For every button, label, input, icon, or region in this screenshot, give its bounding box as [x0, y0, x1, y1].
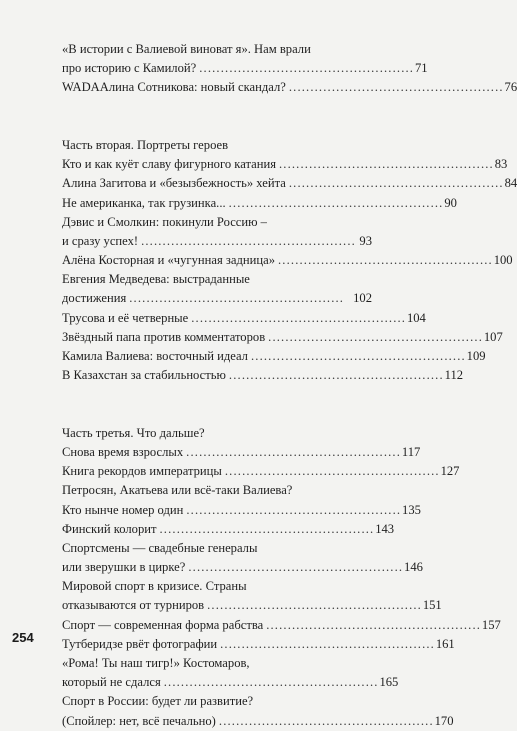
toc-entry[interactable]: [62, 635, 455, 654]
part-heading: Часть третья. Что дальше?: [62, 425, 205, 440]
leader-dots: [266, 616, 479, 635]
toc-page-number: 90: [444, 195, 457, 210]
toc-entry[interactable]: [62, 309, 426, 328]
toc-part3: [62, 424, 501, 731]
toc-entry[interactable]: [62, 174, 517, 193]
toc-entry-text: Снова время взрослых: [62, 444, 184, 459]
toc-entry-text: или зверушки в цирке?: [62, 560, 186, 575]
toc-page-number: 83: [494, 157, 508, 172]
leader-dots: [191, 309, 404, 328]
toc-entry-text: Дэвис и Смолкин: покинули Россию –: [62, 214, 267, 229]
toc-entry-text: Кто нынче номер один: [62, 502, 184, 517]
toc-entry[interactable]: [62, 251, 513, 270]
toc-entry-text: Алина Загитова и «безызбежность» хейта: [62, 176, 286, 191]
toc-entry[interactable]: [62, 78, 517, 97]
leader-dots: [186, 501, 399, 520]
leader-dots: [279, 155, 492, 174]
toc-entry-text: Спорт в России: будет ли развитие?: [62, 694, 254, 709]
page-number: 254: [12, 630, 34, 645]
toc-page-number: 151: [422, 598, 442, 613]
toc-entry[interactable]: [62, 155, 508, 174]
toc-page-number: 109: [466, 349, 486, 363]
toc-entry[interactable]: [62, 194, 457, 213]
toc-entry[interactable]: [62, 289, 372, 308]
toc-entry[interactable]: [62, 712, 454, 731]
toc-page-number: 143: [375, 521, 395, 536]
leader-dots: [188, 558, 401, 577]
toc-entry[interactable]: [62, 501, 421, 520]
toc-entry[interactable]: [62, 443, 421, 462]
leader-dots: [129, 289, 350, 308]
toc-entry-text: и сразу успех!: [62, 233, 139, 248]
toc-entry[interactable]: [62, 558, 423, 577]
toc-entry-text: про историю с Камилой?: [62, 61, 197, 76]
toc-entry-text: Тутберидзе рвёт фотографии: [62, 636, 218, 651]
toc-part2: [62, 136, 517, 385]
toc-entry-text: Не американка, так грузинка...: [62, 195, 226, 210]
toc-entry-text: Алёна Косторная и «чугунная задница»: [62, 253, 275, 268]
leader-dots: [268, 328, 481, 347]
toc-entry-text: Кто и как куёт славу фигурного катания: [62, 157, 276, 172]
toc-entry-text: достижения: [62, 291, 127, 306]
toc-page-number: 161: [435, 636, 455, 651]
leader-dots: [229, 366, 442, 385]
toc-entry-text: «Рома! Ты наш тигр!» Костомаров,: [62, 656, 250, 670]
toc-page-number: 157: [481, 617, 501, 632]
toc-entry[interactable]: [62, 366, 464, 385]
toc-page-number: 117: [401, 444, 421, 459]
toc-page-number: 127: [440, 464, 460, 479]
toc-entry-text: «В истории с Валиевой виноват я». Нам врали: [62, 42, 311, 56]
toc-page-number: 165: [379, 675, 399, 690]
toc-page-number: 170: [434, 713, 454, 728]
toc-entry-text: Спорт — современная форма рабства: [62, 617, 264, 632]
toc-page-number: 146: [404, 560, 423, 575]
toc-entry[interactable]: [62, 616, 501, 635]
toc-entry-text: WADAАлина Сотникова: новый скандал?: [62, 80, 286, 95]
leader-dots: [141, 232, 356, 251]
toc-entry-text: Трусова и её четверные: [62, 310, 189, 325]
leader-dots: [186, 443, 399, 462]
toc-page-number: 135: [402, 502, 421, 517]
toc-entry[interactable]: [62, 673, 399, 692]
leader-dots: [207, 596, 420, 615]
leader-dots: [219, 712, 432, 731]
leader-dots: [229, 194, 442, 213]
toc-page-number: 102: [353, 291, 372, 306]
toc-page-number: 100: [493, 253, 513, 268]
leader-dots: [160, 520, 373, 539]
table-of-contents: [62, 40, 517, 731]
toc-entry-text: В Казахстан за стабильностью: [62, 368, 226, 383]
toc-page-number: 107: [483, 329, 503, 344]
toc-entry-text: отказываются от турниров: [62, 598, 205, 613]
leader-dots: [164, 673, 377, 692]
toc-entry-text: Мировой спорт в кризисе. Страны: [62, 579, 247, 594]
toc-entry-text: Камила Валиева: восточный идеал: [62, 349, 248, 363]
toc-page-number: 112: [444, 368, 464, 383]
toc-entry[interactable]: [62, 347, 486, 366]
part-heading: Часть вторая. Портреты героев: [62, 137, 229, 152]
toc-entry-text: Книга рекордов императрицы: [62, 464, 222, 479]
toc-page-number: 93: [359, 233, 372, 248]
toc-entry-text: Финский колорит: [62, 521, 157, 536]
toc-entry[interactable]: [62, 520, 395, 539]
toc-page-number: 71: [414, 61, 428, 76]
leader-dots: [225, 462, 438, 481]
toc-entry[interactable]: [62, 232, 372, 251]
toc-entry[interactable]: [62, 328, 503, 347]
leader-dots: [199, 59, 412, 78]
toc-page-number: 104: [406, 310, 426, 325]
toc-part1-tail: [62, 40, 517, 98]
leader-dots: [289, 174, 502, 193]
toc-entry-text: Петросян, Акатьева или всё-таки Валиева?: [62, 483, 293, 498]
toc-entry[interactable]: [62, 59, 428, 78]
toc-page-number: 84: [504, 176, 517, 191]
toc-entry[interactable]: [62, 462, 460, 481]
toc-entry-text: Спортсмены — свадебные генералы: [62, 540, 258, 555]
toc-entry-text: (Спойлер: нет, всё печально): [62, 713, 216, 728]
toc-entry-text: который не сдался: [62, 675, 161, 690]
toc-page-number: 76: [504, 80, 517, 95]
toc-entry[interactable]: [62, 596, 442, 615]
toc-entry-text: Звёздный папа против комментаторов: [62, 329, 266, 344]
leader-dots: [220, 635, 433, 654]
leader-dots: [251, 347, 464, 366]
leader-dots: [278, 251, 491, 270]
leader-dots: [289, 78, 502, 97]
toc-entry-text: Евгения Медведева: выстраданные: [62, 272, 250, 287]
